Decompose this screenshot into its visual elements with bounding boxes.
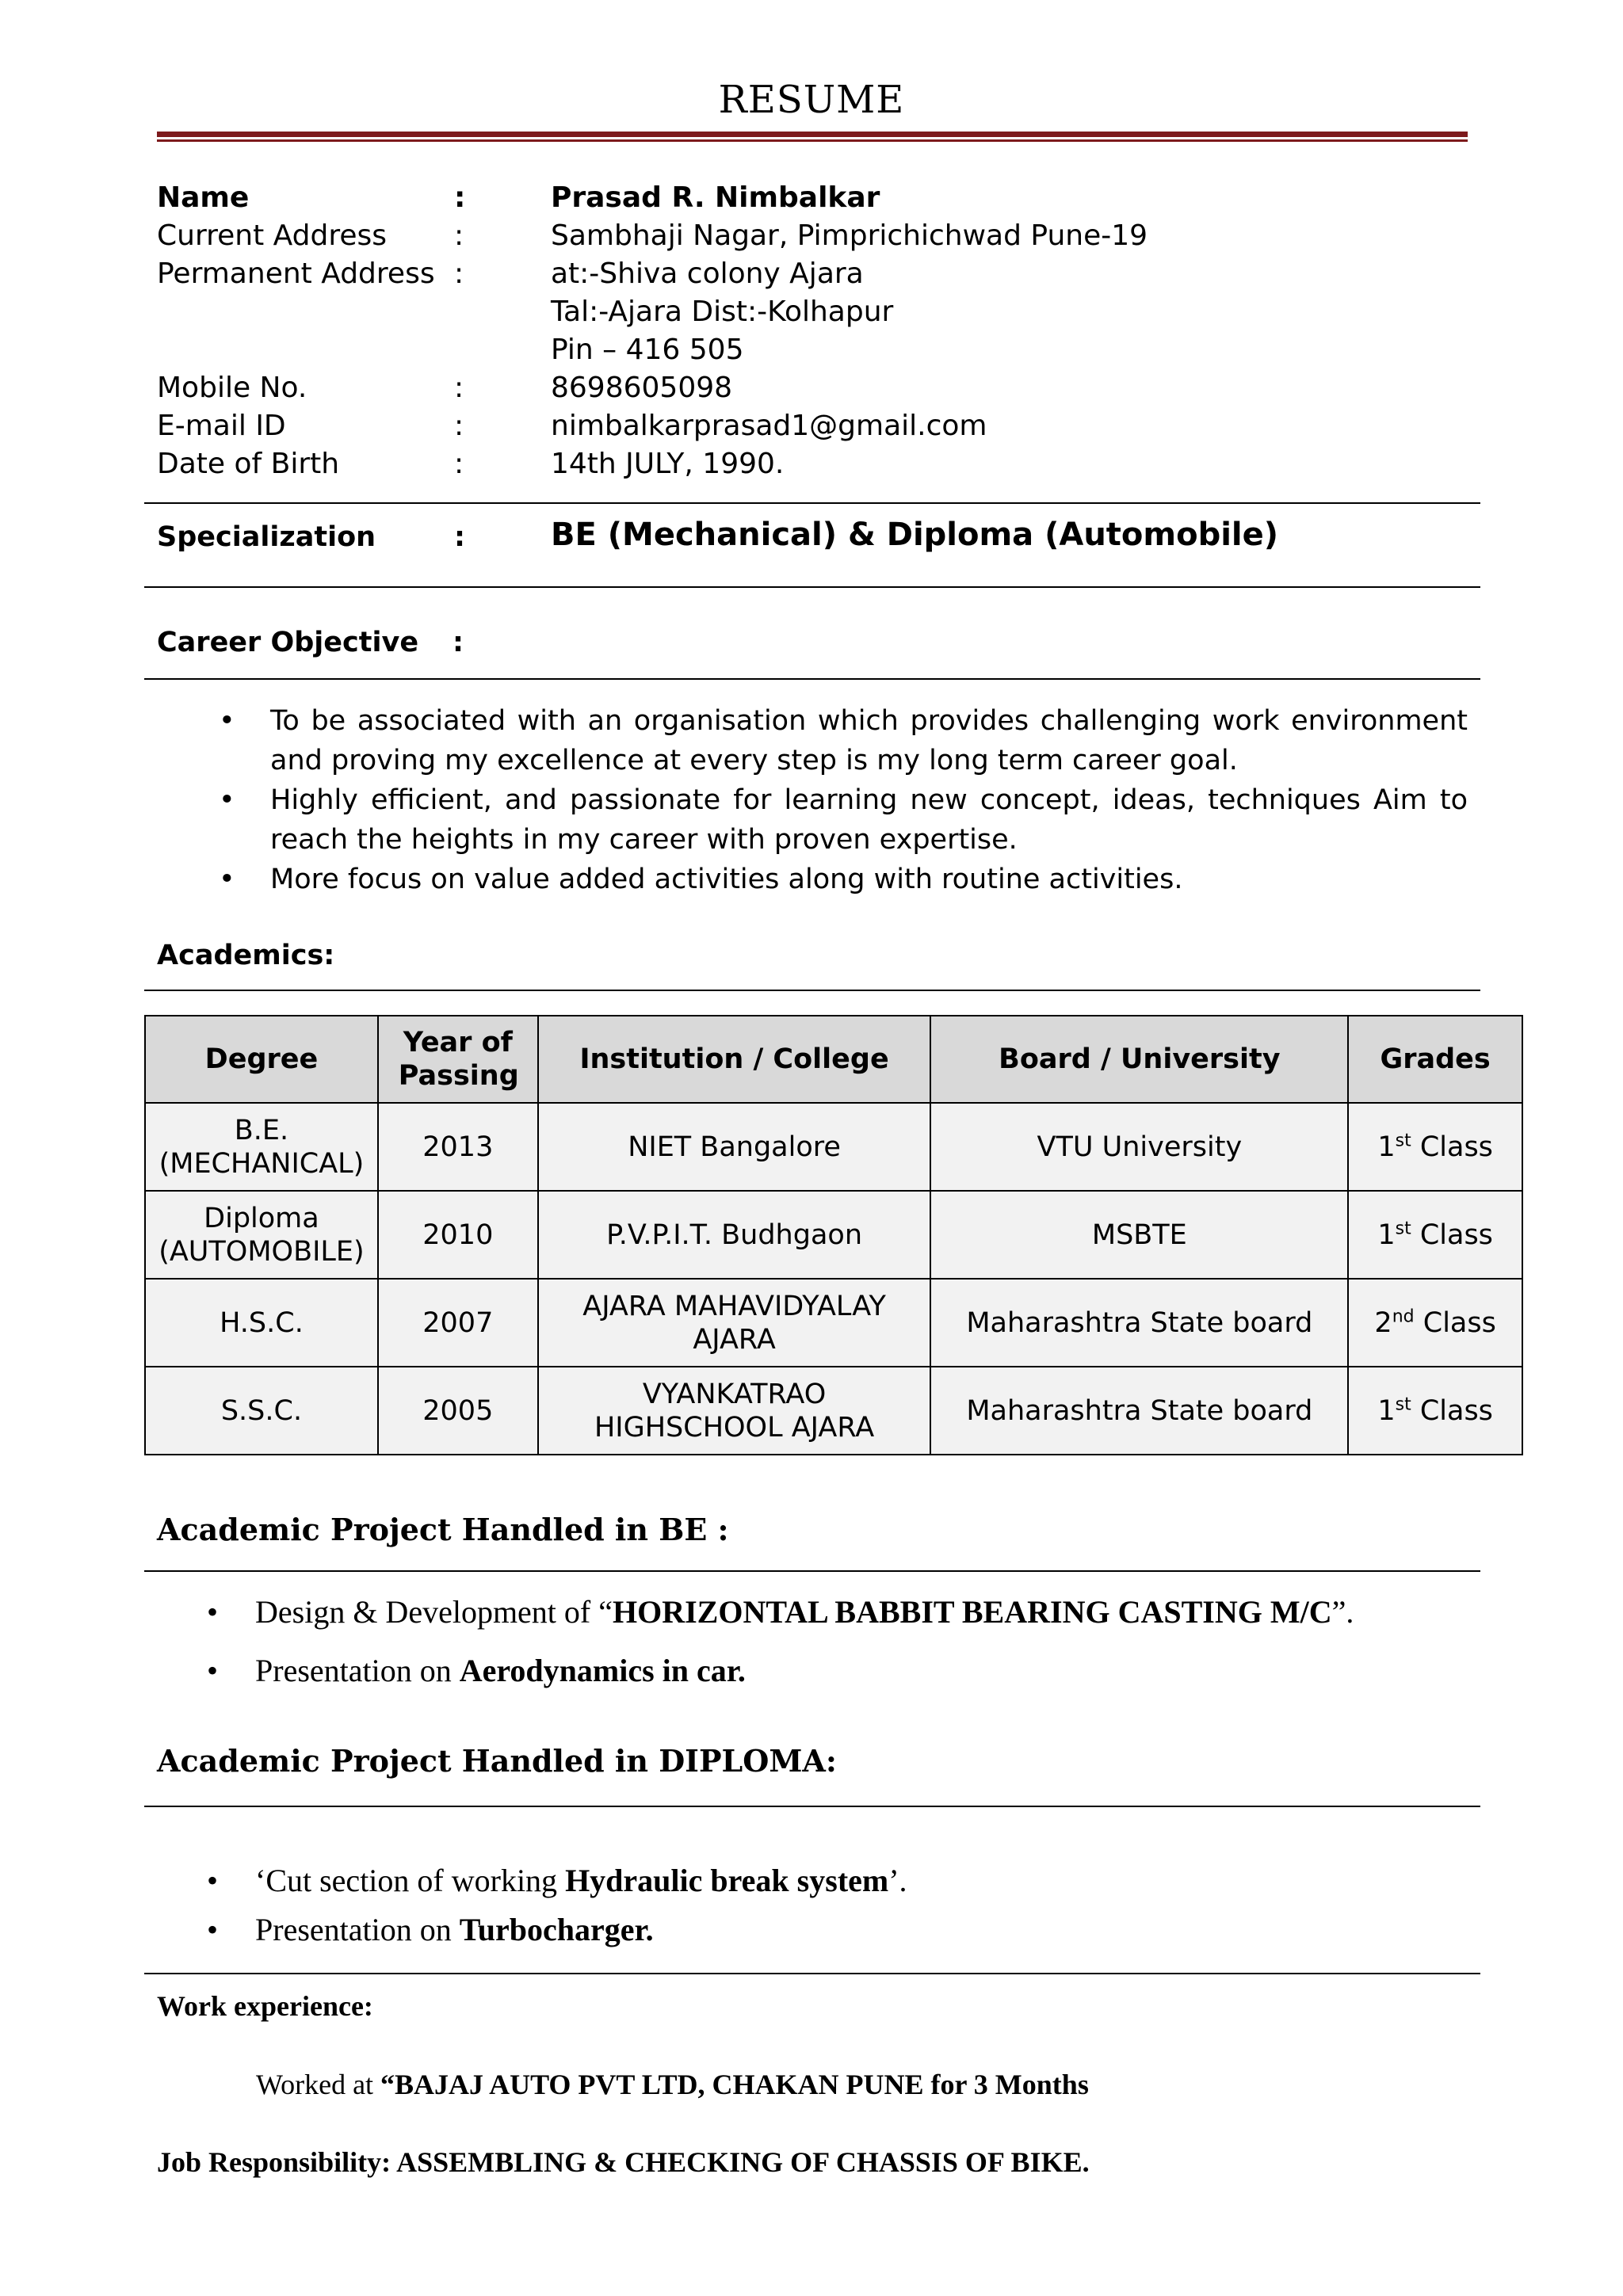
- year-cell: 2013: [378, 1103, 538, 1191]
- board-cell: VTU University: [930, 1103, 1348, 1191]
- list-item: • Presentation on Turbocharger.: [157, 1905, 1468, 1955]
- work-experience-text: Worked at “BAJAJ AUTO PVT LTD, CHAKAN PUNE for 3 Months: [256, 2069, 1089, 2100]
- specialization-sep: :: [454, 521, 465, 553]
- academics-table: [144, 1015, 1523, 1455]
- list-item: • Presentation on Aerodynamics in car.: [157, 1651, 1468, 1691]
- career-objective-heading: Career Objective: [157, 627, 419, 658]
- mobile-sep: :: [454, 372, 464, 404]
- work-experience-heading: Work experience:: [157, 1990, 373, 2022]
- email-value: nimbalkarprasad1@gmail.com: [551, 410, 987, 442]
- grade-cell: 1st Class: [1348, 1191, 1522, 1279]
- institution-cell: VYANKATRAO HIGHSCHOOL AJARA: [538, 1367, 931, 1455]
- permanent-address-line3: Pin – 416 505: [551, 334, 744, 366]
- current-address-sep: :: [454, 219, 464, 252]
- divider: [144, 586, 1480, 588]
- divider: [144, 1806, 1480, 1807]
- permanent-address-line1: at:-Shiva colony Ajara: [551, 257, 864, 290]
- list-item: • More focus on value added activities along with routine activities.: [157, 860, 1468, 899]
- institution-cell: NIET Bangalore: [538, 1103, 931, 1191]
- permanent-address-sep: :: [454, 257, 464, 290]
- year-cell: 2005: [378, 1367, 538, 1455]
- divider: [144, 1570, 1480, 1572]
- column-header: Board / University: [930, 1016, 1348, 1103]
- degree-cell: S.S.C.: [145, 1367, 378, 1455]
- academics-heading: Academics:: [157, 940, 335, 971]
- table-row: [145, 1103, 1522, 1191]
- year-cell: 2007: [378, 1279, 538, 1367]
- list-item: • To be associated with an organisation which provides challenging work environment and proving my excellence at every step is my long term career goal.: [157, 701, 1468, 780]
- current-address-label: Current Address: [157, 219, 388, 252]
- column-header: Degree: [145, 1016, 378, 1103]
- career-objective-list: [157, 701, 1468, 899]
- permanent-address-line2: Tal:-Ajara Dist:-Kolhapur: [551, 296, 894, 328]
- divider: [144, 678, 1480, 680]
- institution-cell: P.V.P.I.T. Budhgaon: [538, 1191, 931, 1279]
- specialization-label: Specialization: [157, 521, 376, 553]
- list-item: • Design & Development of “HORIZONTAL BABBIT BEARING CASTING M/C”.: [157, 1592, 1468, 1651]
- dob-value: 14th JULY, 1990.: [551, 448, 785, 480]
- career-objective-sep: :: [453, 627, 464, 658]
- project-be-heading: Academic Project Handled in BE :: [157, 1512, 729, 1547]
- email-sep: :: [454, 410, 464, 442]
- list-item: • Highly efficient, and passionate for learning new concept, ideas, techniques Aim to reach the heights in my career with proven expertise.: [157, 780, 1468, 860]
- table-row: [145, 1279, 1522, 1367]
- table-header-row: [145, 1016, 1522, 1103]
- name-value: Prasad R. Nimbalkar: [551, 181, 880, 214]
- page-title: RESUME: [718, 78, 905, 122]
- degree-cell: B.E. (MECHANICAL): [145, 1103, 378, 1191]
- column-header: Grades: [1348, 1016, 1522, 1103]
- email-label: E-mail ID: [157, 410, 286, 442]
- name-sep: :: [454, 181, 466, 214]
- divider: [144, 990, 1480, 991]
- title-rule-thin: [157, 139, 1468, 142]
- column-header: Institution / College: [538, 1016, 931, 1103]
- dob-sep: :: [454, 448, 464, 480]
- divider: [144, 1973, 1480, 1974]
- degree-cell: H.S.C.: [145, 1279, 378, 1367]
- board-cell: Maharashtra State board: [930, 1279, 1348, 1367]
- project-diploma-list: [157, 1856, 1468, 1955]
- institution-cell: AJARA MAHAVIDYALAY AJARA: [538, 1279, 931, 1367]
- table-row: [145, 1191, 1522, 1279]
- list-item: • ‘Cut section of working Hydraulic break system’.: [157, 1856, 1468, 1905]
- column-header: Year of Passing: [378, 1016, 538, 1103]
- title-rule: [157, 132, 1468, 137]
- year-cell: 2010: [378, 1191, 538, 1279]
- board-cell: MSBTE: [930, 1191, 1348, 1279]
- mobile-value: 8698605098: [551, 372, 733, 404]
- current-address-value: Sambhaji Nagar, Pimprichichwad Pune-19: [551, 219, 1148, 252]
- mobile-label: Mobile No.: [157, 372, 307, 404]
- divider: [144, 502, 1480, 504]
- permanent-address-label: Permanent Address: [157, 257, 435, 290]
- degree-cell: Diploma (AUTOMOBILE): [145, 1191, 378, 1279]
- name-label: Name: [157, 181, 250, 214]
- specialization-value: BE (Mechanical) & Diploma (Automobile): [551, 517, 1279, 553]
- board-cell: Maharashtra State board: [930, 1367, 1348, 1455]
- job-responsibility: Job Responsibility: ASSEMBLING & CHECKING OF CHASSIS OF BIKE.: [157, 2146, 1090, 2178]
- grade-cell: 2nd Class: [1348, 1279, 1522, 1367]
- grade-cell: 1st Class: [1348, 1103, 1522, 1191]
- grade-cell: 1st Class: [1348, 1367, 1522, 1455]
- table-row: [145, 1367, 1522, 1455]
- project-diploma-heading: Academic Project Handled in DIPLOMA:: [157, 1743, 837, 1779]
- dob-label: Date of Birth: [157, 448, 340, 480]
- project-be-list: [157, 1592, 1468, 1691]
